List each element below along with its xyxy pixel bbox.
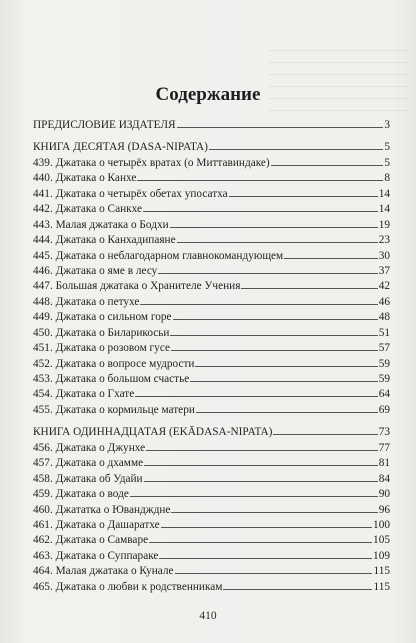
toc-entry-page: 81 [378,457,390,470]
toc-entry-label: 440. Джатака о Канхе [33,172,137,185]
toc-entry-label: 453. Джатака о большом счастье [33,373,190,385]
page-number: 410 [199,610,217,622]
dot-leader [284,258,378,259]
dot-leader [137,180,383,181]
toc-entry-book-eleven [33,425,390,440]
toc-entry [33,279,390,294]
table-of-contents [33,118,390,595]
dot-leader [241,288,377,289]
toc-entry [33,249,390,264]
toc-entry-label: КНИГА ДЕСЯТАЯ (DASA-NIPATA) [33,141,208,154]
toc-entry-page: 90 [378,488,390,501]
toc-entry [33,218,390,233]
dot-leader [195,366,377,367]
toc-entry-page: 84 [378,472,390,485]
toc-entry-page: 105 [373,534,390,547]
toc-entry-page: 77 [378,441,390,454]
dot-leader [143,211,378,212]
dot-leader [177,242,378,243]
toc-entry [33,341,390,356]
toc-entry [33,472,390,487]
dot-leader [273,434,377,435]
dot-leader [171,350,378,351]
dot-leader [177,127,384,128]
dot-leader [175,573,373,574]
toc-entry [33,549,390,564]
toc-entry-label: 451. Джатака о розовом гусе [33,342,170,355]
toc-entry [33,372,390,387]
toc-entry-label: 445. Джатака о неблагодарном главнокомандующем [33,249,284,262]
toc-entry-page: 3 [384,119,390,131]
toc-entry-label: 456. Джатака о Джунхе [33,441,146,454]
dot-leader [130,496,378,497]
toc-entry-label: 448. Джатака о петухе [33,295,140,308]
toc-entry-page: 69 [378,403,390,416]
toc-entry [33,264,390,279]
toc-entry-page: 23 [378,234,390,247]
toc-entry-page: 19 [378,218,390,231]
toc-entry-label: 452. Джатака о вопросе мудрости [33,357,195,370]
toc-entry [33,171,390,186]
toc-entry [33,295,390,310]
toc-entry [33,357,390,372]
toc-entry-label: 464. Малая джатака о Кунале [33,565,174,578]
dot-leader [146,450,378,451]
toc-entry [33,580,390,595]
dot-leader [209,149,383,150]
toc-entry-label: 443. Малая джатака о Бодхи [33,218,169,231]
toc-entry-label: 461. Джатака о Дашаратхе [33,518,160,531]
dot-leader [135,396,377,397]
toc-entry [33,403,390,418]
toc-entry-label: 444. Джатака о Канхадипаяне [33,234,176,247]
toc-entry-page: 96 [378,503,390,516]
toc-entry [33,326,390,341]
dot-leader [140,304,377,305]
toc-entry-label: 449. Джатака о сильном горе [33,311,172,324]
toc-entry-page: 5 [384,156,390,169]
toc-entry-page: 5 [384,141,390,154]
toc-entry [33,441,390,456]
toc-entry-page: 100 [373,518,390,531]
toc-entry [33,387,390,402]
dot-leader [170,227,378,228]
dot-leader [144,465,378,466]
toc-entry-label: 455. Джатака о кормильце матери [33,403,195,416]
toc-entry [33,156,390,171]
toc-entry-page: 30 [378,249,390,262]
toc-entry-label: 454. Джатака о Гхате [33,388,135,401]
toc-entry-page: 115 [373,580,390,593]
toc-entry [33,533,390,548]
toc-entry-page: 46 [378,295,390,308]
toc-entry [33,503,390,518]
toc-entry-page: 59 [378,373,390,385]
toc-entry-label: 457. Джатака о дхамме [33,457,144,470]
dot-leader [170,335,377,336]
toc-entry-page: 73 [378,426,390,439]
dot-leader [158,273,377,274]
toc-entry-page: 57 [378,342,390,355]
page-title: Содержание [155,84,261,105]
toc-entry-label: ПРЕДИСЛОВИЕ ИЗДАТЕЛЯ [33,119,176,131]
toc-entry-page: 14 [378,187,390,200]
dot-leader [229,196,378,197]
show-through-header [90,18,400,36]
dot-leader [161,527,372,528]
toc-entry-label: 446. Джатака о яме в лесу [33,264,158,277]
dot-leader [144,481,378,482]
dot-leader [159,558,372,559]
dot-leader [171,512,377,513]
toc-entry [33,518,390,533]
toc-entry [33,202,390,217]
dot-leader [149,542,372,543]
toc-entry-label: 439. Джатака о четырёх вратах (о Миттавиндаке) [33,156,270,169]
toc-entry-label: 459. Джатака о воде [33,488,129,501]
toc-entry-page: 8 [384,172,390,185]
dot-leader [173,319,378,320]
toc-entry-page: 42 [378,280,390,293]
toc-entry-label: 462. Джатака о Самваре [33,534,149,547]
toc-entry-label: 441. Джатака о четырёх обетах упосатха [33,187,228,200]
toc-entry-preface [33,118,390,133]
toc-entry-label: 460. Джататка о Ювандждне [33,503,171,516]
dot-leader [271,165,384,166]
toc-entry-page: 48 [378,311,390,324]
toc-entry-page: 64 [378,388,390,401]
toc-entry-label: КНИГА ОДИННАДЦАТАЯ (EKĀDASA-NIPATA) [33,426,273,439]
toc-entry [33,487,390,502]
toc-entry [33,456,390,471]
dot-leader [190,381,377,382]
toc-entry [33,564,390,579]
toc-entry-label: 465. Джатака о любви к родственникам [33,580,223,593]
toc-entry [33,310,390,325]
toc-entry-label: 447. Большая джатака о Хранителе Учения [33,280,241,293]
toc-entry-page: 37 [378,264,390,277]
toc-entry-book-ten [33,140,390,155]
toc-entry-page: 51 [378,326,390,339]
toc-entry [33,187,390,202]
toc-entry-label: 458. Джатака об Удайи [33,472,143,485]
toc-entry-page: 59 [378,357,390,370]
toc-entry [33,233,390,248]
toc-entry-page: 14 [378,203,390,216]
toc-entry-label: 463. Джатака о Суппараке [33,549,159,562]
toc-entry-label: 442. Джатака о Санкхе [33,203,143,216]
dot-leader [223,589,372,590]
toc-entry-label: 450. Джатака о Биларикосьи [33,326,170,339]
dot-leader [196,412,378,413]
toc-entry-page: 115 [373,565,390,578]
toc-entry-page: 109 [373,549,390,562]
